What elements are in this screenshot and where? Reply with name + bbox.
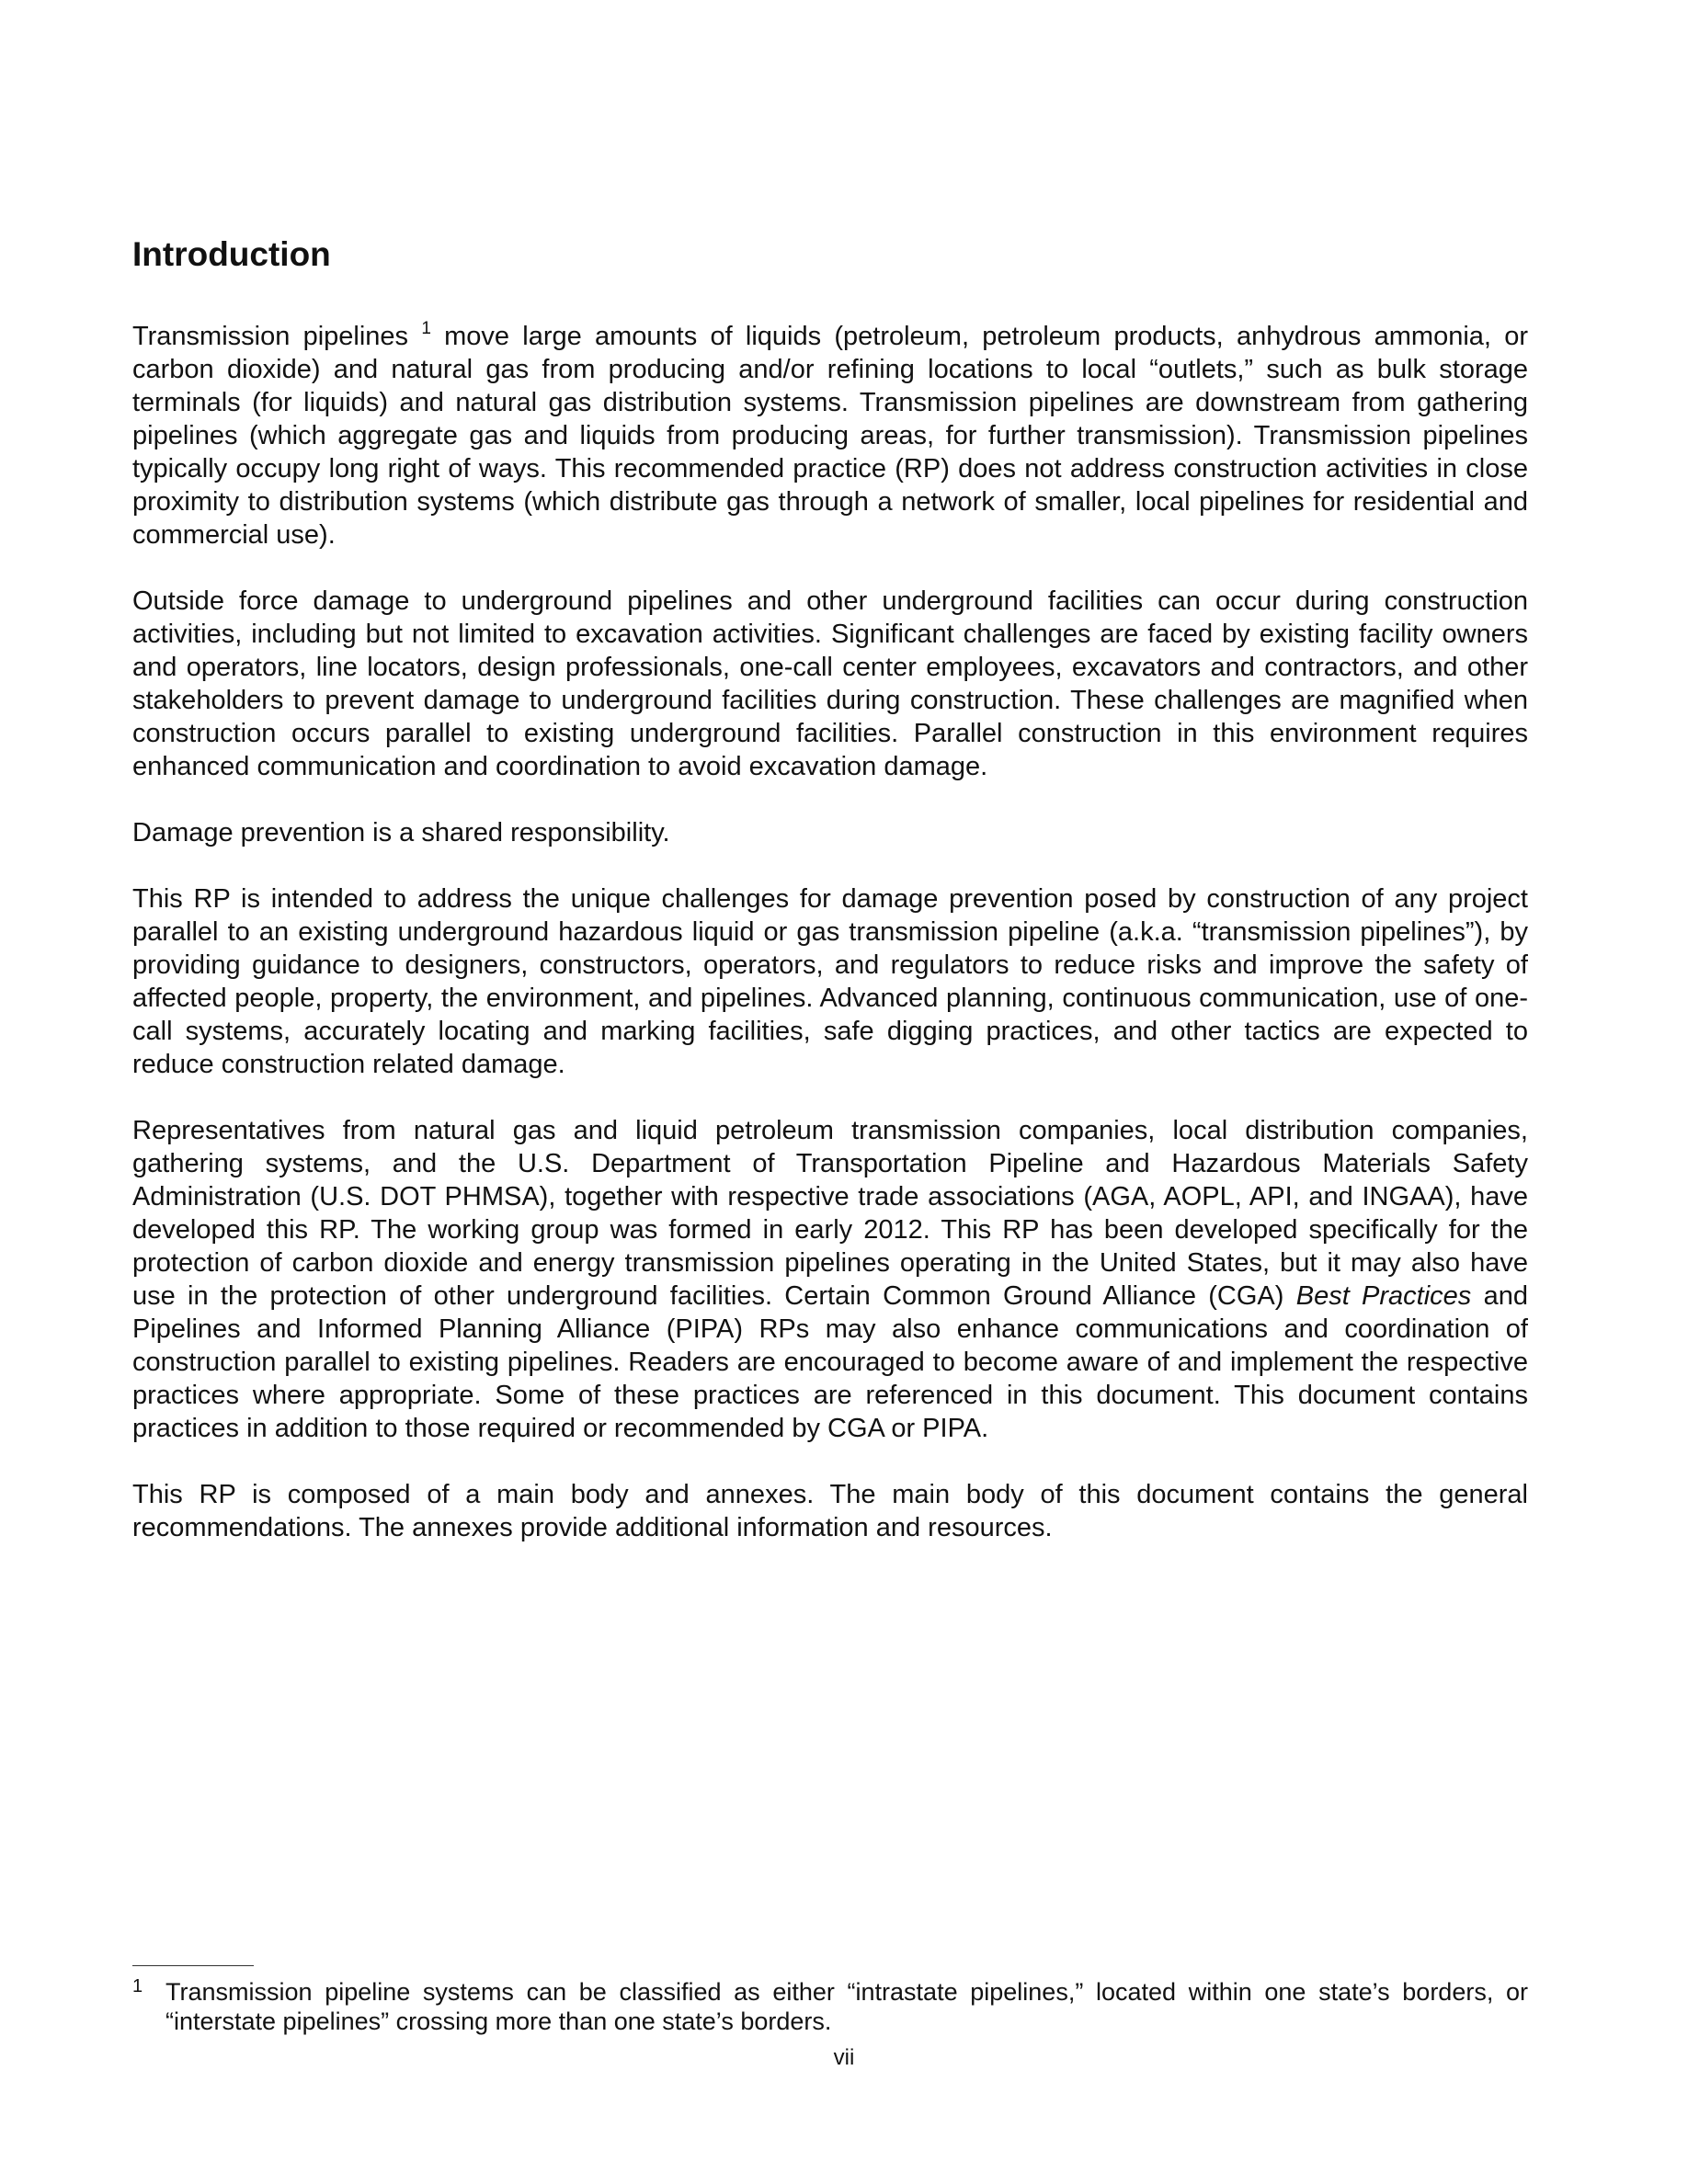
paragraph-representatives (132, 1114, 1528, 1445)
footnote (132, 1977, 1528, 2036)
footnote-text: Transmission pipeline systems can be classified as either “intrastate pipelines,” located within one state’s borders, or “interstate pipelines” crossing more than one state’s borders. (165, 1978, 1528, 2035)
paragraph-text: Representatives from natural gas and liquid petroleum transmission companies, local distribution companies, gathering systems, and the U.S. Department of Transportation Pipeline and Hazardous Materials Safety Administration (U.S. DOT PHMSA), together with respective trade associations (AGA, AOPL, API, and INGAA), have developed this RP. The working group was formed in early 2012. This RP has been developed specifically for the protection of carbon dioxide and energy transmission pipelines operating in the United States, but it may also have use in the protection of other underground facilities. Certain Common Ground Alliance (CGA) (132, 1116, 1528, 1311)
paragraph-text: Transmission pipelines (132, 322, 409, 351)
footnote-reference[interactable]: 1 (421, 319, 431, 338)
section-heading: Introduction (132, 235, 331, 273)
footnote-divider (132, 1965, 254, 1966)
paragraph-text: move large amounts of liquids (petroleum, petroleum products, anhydrous ammonia, or carbon dioxide) and natural gas from producing and/or refining locations to local “outlets,” such as bulk storage terminals (for liquids) and natural gas distribution systems. Transmission pipelines are downstream from gathering pipelines (which aggregate gas and liquids from producing areas, for further transmission). Transmission pipelines typically occupy long right of ways. This recommended practice (RP) does not address construction activities in close proximity to distribution systems (which distribute gas through a network of smaller, local pipelines for residential and commercial use). (132, 322, 1528, 550)
paragraph-rp-purpose: This RP is intended to address the unique challenges for damage prevention posed by construction of any project parallel to an existing underground hazardous liquid or gas transmission pipeline (a.k.a. “transmission pipelines”), by providing guidance to designers, constructors, operators, and regulators to reduce risks and improve the safety of affected people, property, the environment, and pipelines. Advanced planning, continuous communication, use of one-call systems, accurately locating and marking facilities, safe digging practices, and other tactics are expected to reduce construction related damage. (132, 884, 1528, 1079)
paragraph-outside-force-damage: Outside force damage to underground pipelines and other underground facilities can occur during construction activities, including but not limited to excavation activities. Significant challenges are faced by existing facility owners and operators, line locators, design professionals, one-call center employees, excavators and contractors, and other stakeholders to prevent damage to underground facilities during construction. These challenges are magnified when construction occurs parallel to existing underground facilities. Parallel construction in this environment requires enhanced communication and coordination to avoid excavation damage. (132, 586, 1528, 781)
paragraph-transmission-pipelines (132, 320, 1528, 552)
paragraph-composition: This RP is composed of a main body and annexes. The main body of this document contains the general recommendations. The annexes provide additional information and resources. (132, 1480, 1528, 1542)
paragraph-shared-responsibility: Damage prevention is a shared responsibility. (132, 818, 670, 847)
paragraph-text: and Pipelines and Informed Planning Alliance (PIPA) RPs may also enhance communications and coordination of construction parallel to existing pipelines. Readers are encouraged to become aware of and implement the respective practices where appropriate. Some of these practices are referenced in this document. This document contains practices in addition to those required or recommended by CGA or PIPA. (132, 1281, 1528, 1443)
footnote-number: 1 (132, 1976, 143, 1996)
body-text (132, 320, 1528, 1577)
emphasis-best-practices: Best Practices (1295, 1281, 1472, 1311)
page-number: vii (833, 2045, 855, 2070)
